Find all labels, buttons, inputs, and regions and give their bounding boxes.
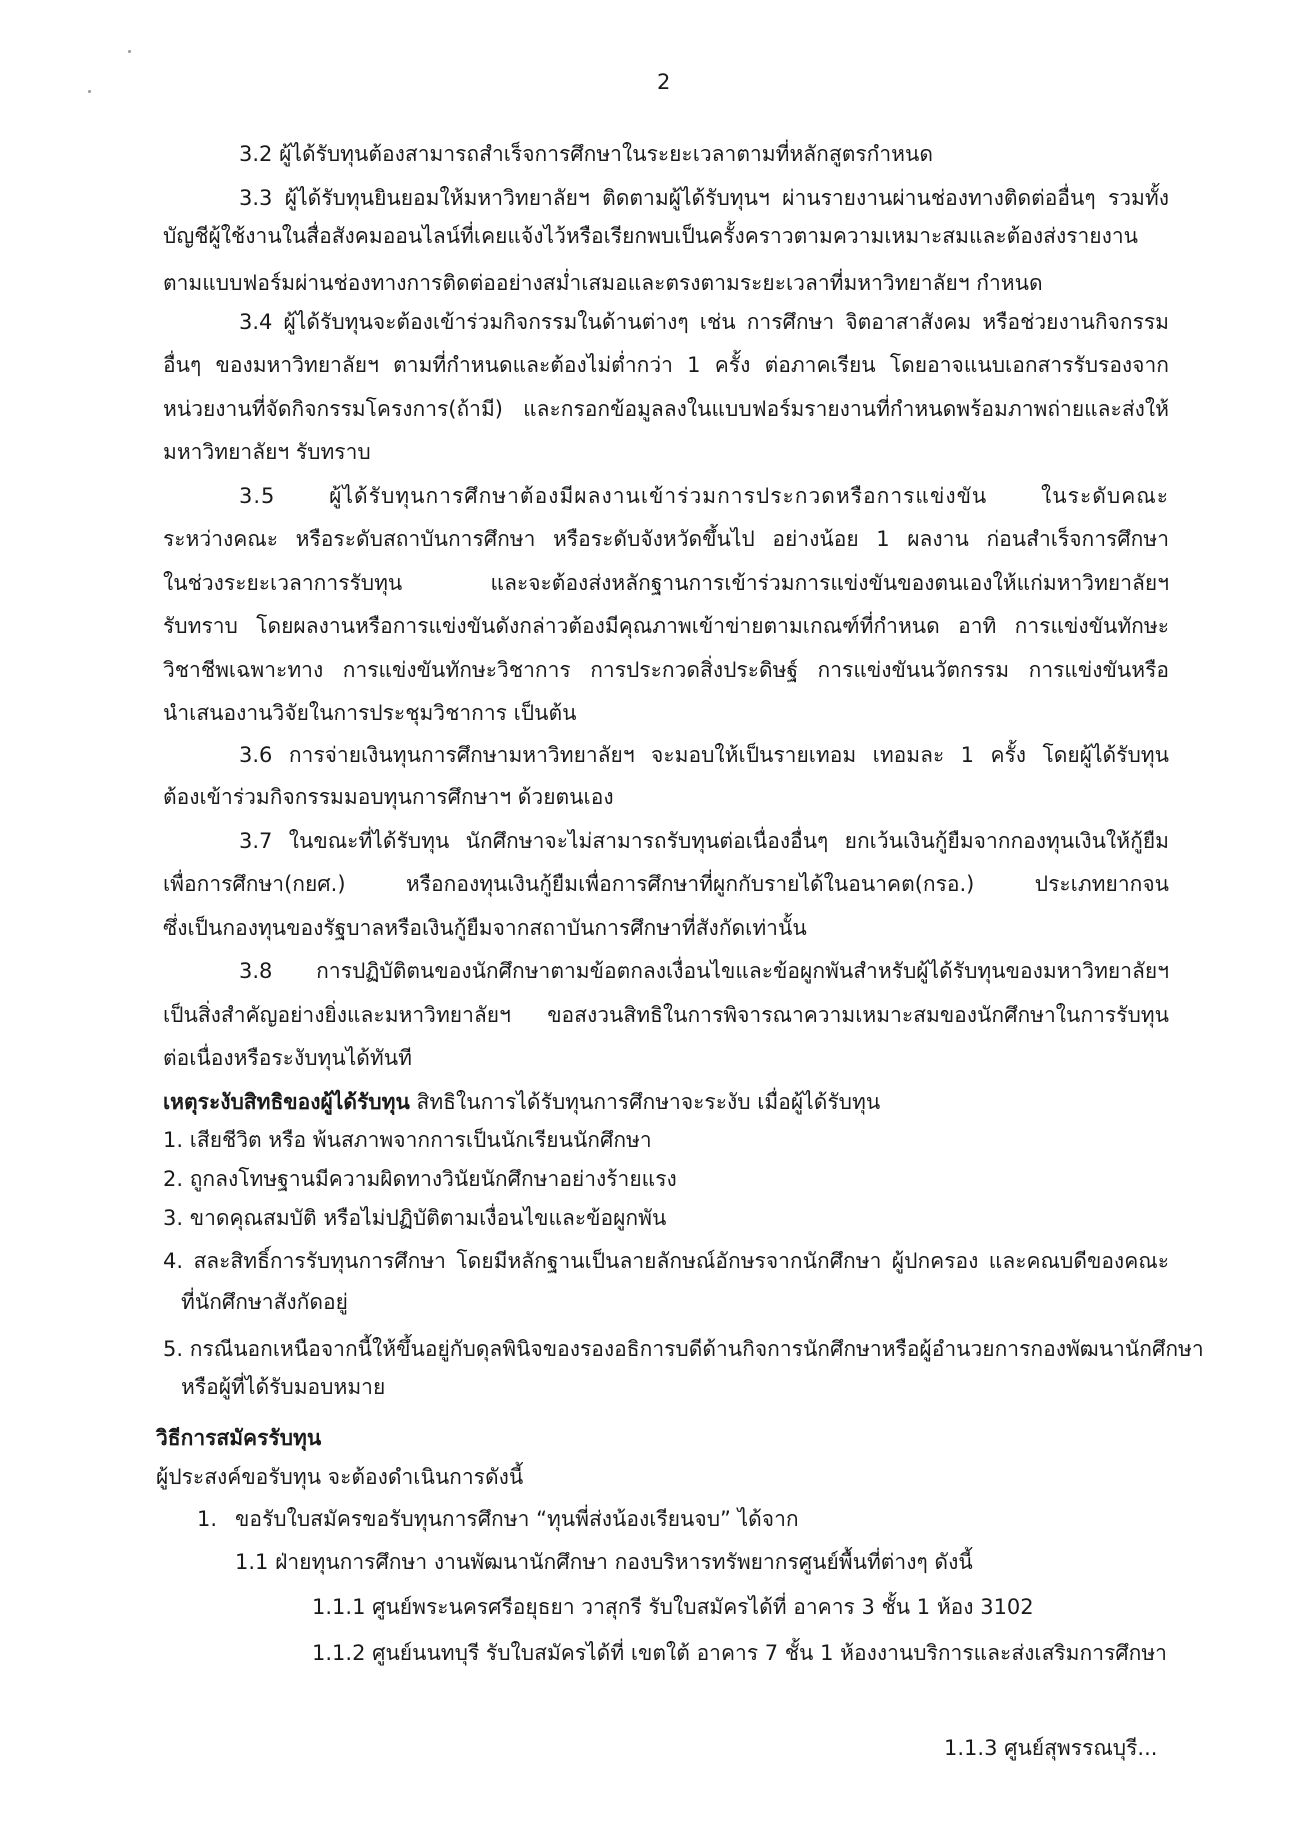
condition-3-5-line: รับทราบ โดยผลงานหรือการแข่งขันดังกล่าวต้องมีคุณภาพเข้าข่ายตามเกณฑ์ที่กำหนด อาทิ การแข่งขันทักษะ bbox=[163, 614, 1169, 638]
application-step-1: ขอรับใบสมัครขอรับทุนการศึกษา “ทุนพี่ส่งน้องเรียนจบ” ได้จาก bbox=[235, 1507, 799, 1531]
termination-heading-line bbox=[163, 1087, 880, 1117]
condition-3-8-line: ต่อเนื่องหรือระงับทุนได้ทันที bbox=[163, 1046, 412, 1070]
condition-3-4-line: 3.4 ผู้ได้รับทุนจะต้องเข้าร่วมกิจกรรมในด้านต่างๆ เช่น การศึกษา จิตอาสาสังคม หรือช่วยงานกิจกรรม bbox=[239, 310, 1169, 334]
condition-3-5-line: วิชาชีพเฉพาะทาง การแข่งขันทักษะวิชาการ การประกวดสิ่งประดิษฐ์ การแข่งขันนวัตกรรม การแข่งขันหรือ bbox=[163, 658, 1169, 682]
scan-speck bbox=[88, 90, 91, 93]
application-sub-1-1: 1.1 ฝ่ายทุนการศึกษา งานพัฒนานักศึกษา กองบริหารทรัพยากรศูนย์พื้นที่ต่างๆ ดังนี้ bbox=[235, 1550, 973, 1574]
condition-3-6-line: 3.6 การจ่ายเงินทุนการศึกษามหาวิทยาลัยฯ จะมอบให้เป็นรายเทอม เทอมละ 1 ครั้ง โดยผู้ได้รับทุน bbox=[239, 743, 1169, 767]
termination-item: 4. สละสิทธิ์การรับทุนการศึกษา โดยมีหลักฐานเป็นลายลักษณ์อักษรจากนักศึกษา ผู้ปกครอง และคณบดีของคณะ bbox=[163, 1249, 1169, 1273]
termination-item: 1. เสียชีวิต หรือ พ้นสภาพจากการเป็นนักเรียนนักศึกษา bbox=[163, 1128, 652, 1152]
application-step-number: 1. bbox=[197, 1507, 218, 1531]
page-number: 2 bbox=[657, 70, 671, 94]
scan-speck bbox=[128, 50, 131, 53]
condition-3-2: 3.2 ผู้ได้รับทุนต้องสามารถสำเร็จการศึกษาในระยะเวลาตามที่หลักสูตรกำหนด bbox=[239, 142, 933, 166]
condition-3-5-line: นำเสนองานวิจัยในการประชุมวิชาการ เป็นต้น bbox=[163, 701, 577, 725]
condition-3-8-line: เป็นสิ่งสำคัญอย่างยิ่งและมหาวิทยาลัยฯ ขอสงวนสิทธิในการพิจารณาความเหมาะสมของนักศึกษาในการรับทุน bbox=[163, 1003, 1169, 1027]
continuation-note: 1.1.3 ศูนย์สุพรรณบุรี... bbox=[944, 1736, 1158, 1760]
condition-3-8-line: 3.8 การปฏิบัติตนของนักศึกษาตามข้อตกลงเงื่อนไขและข้อผูกพันสำหรับผู้ได้รับทุนของมหาวิทยาลัยฯ bbox=[239, 959, 1169, 983]
termination-item-continuation: หรือผู้ที่ได้รับมอบหมาย bbox=[181, 1375, 386, 1399]
termination-intro: สิทธิในการได้รับทุนการศึกษาจะระงับ เมื่อผู้ได้รับทุน bbox=[416, 1090, 881, 1114]
condition-3-4-line: มหาวิทยาลัยฯ รับทราบ bbox=[163, 440, 371, 464]
condition-3-3-line: ตามแบบฟอร์มผ่านช่องทางการติดต่ออย่างสม่ำเสมอและตรงตามระยะเวลาที่มหาวิทยาลัยฯ กำหนด bbox=[163, 271, 1043, 295]
condition-3-3-line: บัญชีผู้ใช้งานในสื่อสังคมออนไลน์ที่เคยแจ้งไว้หรือเรียกพบเป็นครั้งคราวตามความเหมาะสมและต้องส่งรายงาน bbox=[163, 224, 1138, 248]
condition-3-5-line: ในช่วงระยะเวลาการรับทุน และจะต้องส่งหลักฐานการเข้าร่วมการแข่งขันของตนเองให้แก่มหาวิทยาลัยฯ bbox=[163, 571, 1169, 595]
condition-3-5-line: 3.5 ผู้ได้รับทุนการศึกษาต้องมีผลงานเข้าร่วมการประกวดหรือการแข่งขัน ในระดับคณะ bbox=[239, 484, 1169, 508]
application-sub-1-1-2: 1.1.2 ศูนย์นนทบุรี รับใบสมัครได้ที่ เขตใต้ อาคาร 7 ชั้น 1 ห้องงานบริการและส่งเสริมการศึกษา bbox=[312, 1641, 1167, 1665]
condition-3-7-line: เพื่อการศึกษา(กยศ.) หรือกองทุนเงินกู้ยืมเพื่อการศึกษาที่ผูกกับรายได้ในอนาคต(กรอ.) ประเภทยากจน bbox=[163, 872, 1169, 896]
termination-heading: เหตุระงับสิทธิของผู้ได้รับทุน bbox=[163, 1090, 410, 1114]
termination-item-continuation: ที่นักศึกษาสังกัดอยู่ bbox=[181, 1290, 348, 1314]
termination-item: 5. กรณีนอกเหนือจากนี้ให้ขึ้นอยู่กับดุลพินิจของรองอธิการบดีด้านกิจการนักศึกษาหรือผู้อำนวยการกองพัฒนานักศึกษา bbox=[163, 1337, 1204, 1361]
application-heading: วิธีการสมัครรับทุน bbox=[156, 1426, 322, 1450]
condition-3-4-line: หน่วยงานที่จัดกิจกรรมโครงการ(ถ้ามี) และกรอกข้อมูลลงในแบบฟอร์มรายงานที่กำหนดพร้อมภาพถ่ายและส่งให้ bbox=[163, 397, 1169, 421]
condition-3-6-line: ต้องเข้าร่วมกิจกรรมมอบทุนการศึกษาฯ ด้วยตนเอง bbox=[163, 785, 614, 809]
condition-3-7-line: ซึ่งเป็นกองทุนของรัฐบาลหรือเงินกู้ยืมจากสถาบันการศึกษาที่สังกัดเท่านั้น bbox=[163, 916, 807, 940]
termination-item: 3. ขาดคุณสมบัติ หรือไม่ปฏิบัติตามเงื่อนไขและข้อผูกพัน bbox=[163, 1206, 667, 1230]
condition-3-3-line: 3.3 ผู้ได้รับทุนยินยอมให้มหาวิทยาลัยฯ ติดตามผู้ได้รับทุนฯ ผ่านรายงานผ่านช่องทางติดต่ออื่นๆ รวมทั้ง bbox=[239, 186, 1169, 210]
condition-3-7-line: 3.7 ในขณะที่ได้รับทุน นักศึกษาจะไม่สามารถรับทุนต่อเนื่องอื่นๆ ยกเว้นเงินกู้ยืมจากกองทุนเงินให้กู้ยืม bbox=[239, 829, 1169, 853]
application-sub-1-1-1: 1.1.1 ศูนย์พระนครศรีอยุธยา วาสุกรี รับใบสมัครได้ที่ อาคาร 3 ชั้น 1 ห้อง 3102 bbox=[312, 1595, 1034, 1619]
application-intro: ผู้ประสงค์ขอรับทุน จะต้องดำเนินการดังนี้ bbox=[156, 1465, 524, 1489]
condition-3-4-line: อื่นๆ ของมหาวิทยาลัยฯ ตามที่กำหนดและต้องไม่ต่ำกว่า 1 ครั้ง ต่อภาคเรียน โดยอาจแนบเอกสารรับรองจาก bbox=[163, 353, 1169, 377]
condition-3-5-line: ระหว่างคณะ หรือระดับสถาบันการศึกษา หรือระดับจังหวัดขึ้นไป อย่างน้อย 1 ผลงาน ก่อนสำเร็จการศึกษา bbox=[163, 527, 1169, 551]
termination-item: 2. ถูกลงโทษฐานมีความผิดทางวินัยนักศึกษาอย่างร้ายแรง bbox=[163, 1167, 677, 1191]
